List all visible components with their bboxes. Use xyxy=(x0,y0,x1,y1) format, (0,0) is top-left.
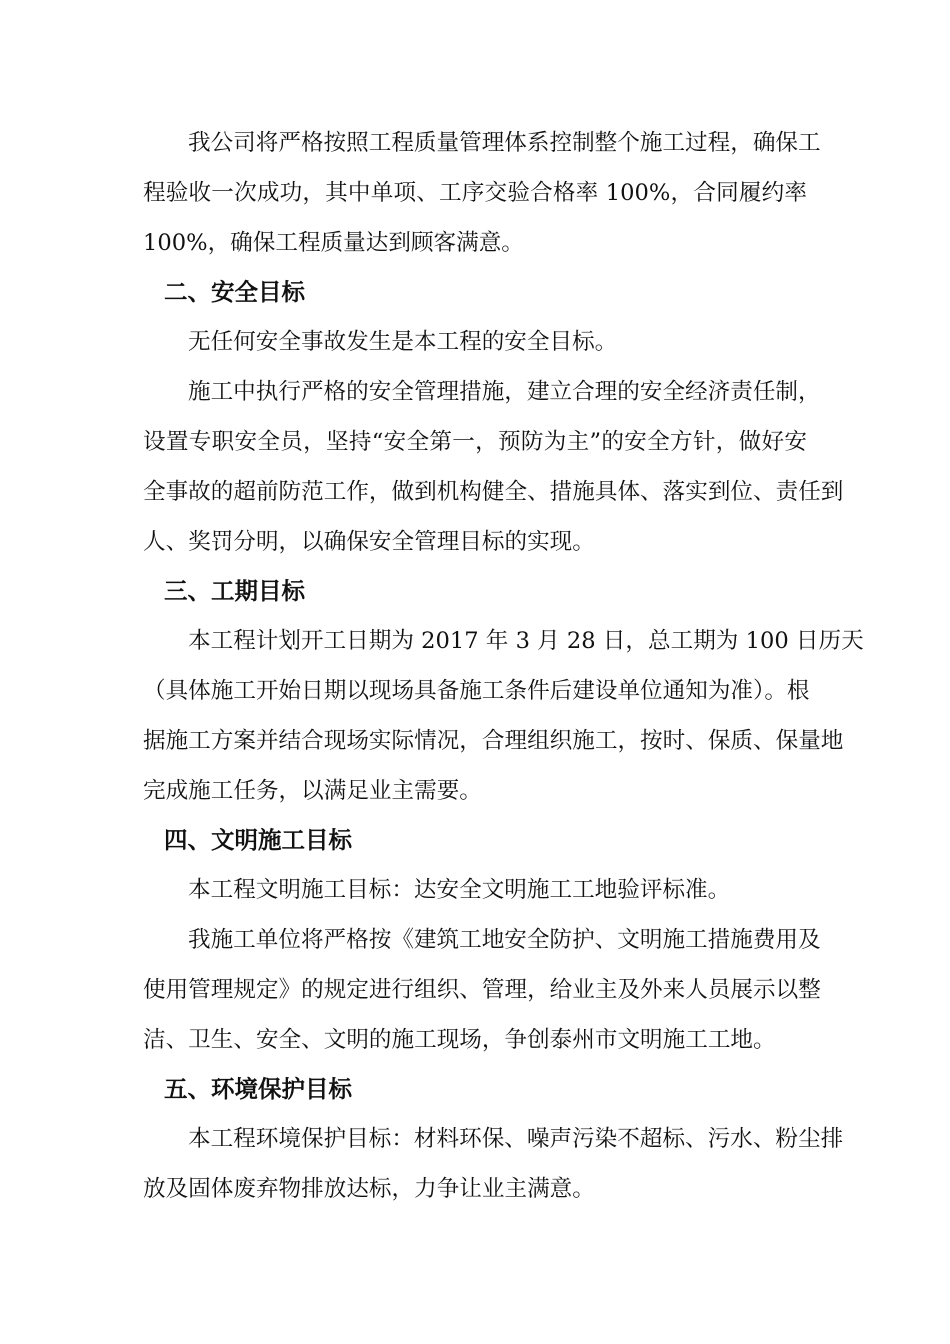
safety-paragraph-line: 全事故的超前防范工作，做到机构健全、措施具体、落实到位、责任到 xyxy=(143,479,844,505)
schedule-paragraph-line: 据施工方案并结合现场实际情况，合理组织施工，按时、保质、保量地 xyxy=(143,728,844,754)
section-heading-civilized-construction: 四、文明施工目标 xyxy=(164,826,352,854)
schedule-paragraph-line: （具体施工开始日期以现场具备施工条件后建设单位通知为准）。根 xyxy=(143,678,810,704)
quality-paragraph-line: 我公司将严格按照工程质量管理体系控制整个施工过程，确保工 xyxy=(188,130,821,156)
environment-paragraph-line: 放及固体废弃物排放达标，力争让业主满意。 xyxy=(143,1176,595,1202)
safety-goal-paragraph: 无任何安全事故发生是本工程的安全目标。 xyxy=(188,329,618,355)
section-heading-safety: 二、安全目标 xyxy=(164,278,305,306)
civilized-paragraph-line: 使用管理规定》的规定进行组织、管理，给业主及外来人员展示以整 xyxy=(143,977,821,1003)
schedule-paragraph-line: 本工程计划开工日期为 2017 年 3 月 28 日，总工期为 100 日历天 xyxy=(188,628,864,654)
quality-paragraph-line: 100%，确保工程质量达到顾客满意。 xyxy=(143,230,524,256)
safety-paragraph-line: 人、奖罚分明，以确保安全管理目标的实现。 xyxy=(143,529,595,555)
schedule-paragraph-line: 完成施工任务，以满足业主需要。 xyxy=(143,778,482,804)
safety-paragraph-line: 施工中执行严格的安全管理措施，建立合理的安全经济责任制， xyxy=(188,379,821,405)
civilized-goal-paragraph: 本工程文明施工目标：达安全文明施工工地验评标准。 xyxy=(188,877,731,903)
civilized-paragraph-line: 我施工单位将严格按《建筑工地安全防护、文明施工措施费用及 xyxy=(188,927,821,953)
quality-paragraph-line: 程验收一次成功，其中单项、工序交验合格率 100%，合同履约率 xyxy=(143,180,807,206)
environment-paragraph-line: 本工程环境保护目标：材料环保、噪声污染不超标、污水、粉尘排 xyxy=(188,1126,844,1152)
section-heading-environment: 五、环境保护目标 xyxy=(164,1075,352,1103)
safety-paragraph-line: 设置专职安全员，坚持“安全第一，预防为主”的安全方针，做好安 xyxy=(143,429,807,455)
civilized-paragraph-line: 洁、卫生、安全、文明的施工现场，争创泰州市文明施工工地。 xyxy=(143,1027,776,1053)
section-heading-schedule: 三、工期目标 xyxy=(164,577,305,605)
